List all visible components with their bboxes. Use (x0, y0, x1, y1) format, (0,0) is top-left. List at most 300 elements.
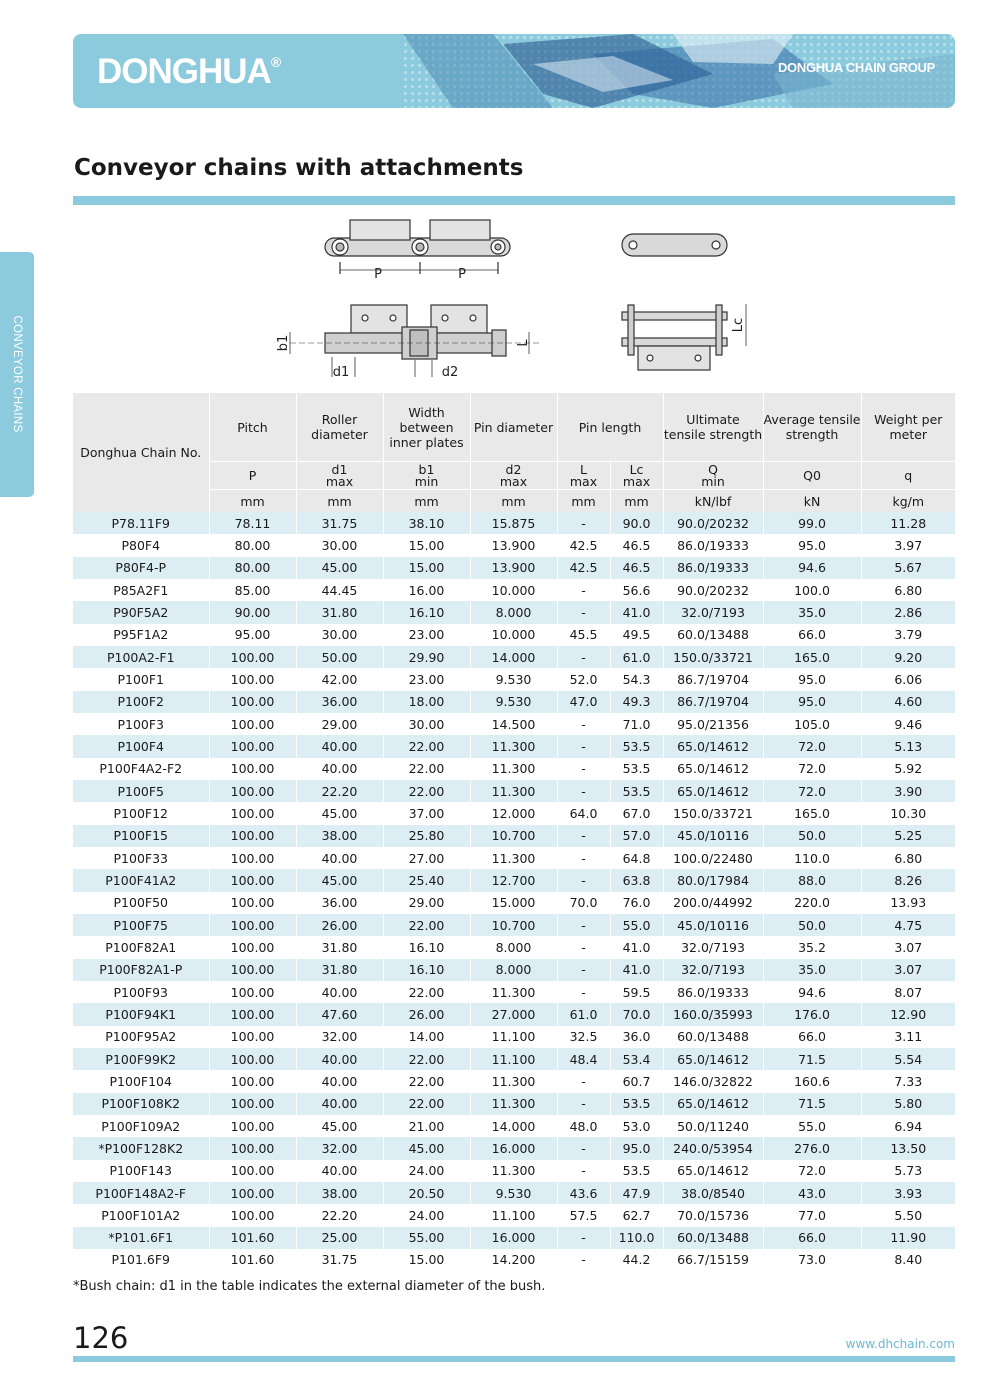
cell-b1: 16.10 (383, 936, 470, 958)
website-link[interactable]: www.dhchain.com (845, 1337, 955, 1351)
cell-b1: 22.00 (383, 1093, 470, 1115)
cell-L: 32.5 (557, 1026, 610, 1048)
cell-Lc: 63.8 (610, 869, 663, 891)
cell-L: - (557, 780, 610, 802)
unit-b1: mm (383, 490, 470, 513)
cell-d2: 11.100 (470, 1204, 557, 1226)
cell-d1: 30.00 (296, 624, 383, 646)
cell-b1: 29.90 (383, 646, 470, 668)
cell-Q: 90.0/20232 (663, 512, 763, 534)
d2-label: d2 (441, 365, 459, 380)
cell-Q0: 72.0 (763, 1160, 861, 1182)
cell-L: - (557, 579, 610, 601)
cell-d1: 40.00 (296, 981, 383, 1003)
cell-chain-no: P100F108K2 (73, 1093, 209, 1115)
cell-Q0: 94.6 (763, 981, 861, 1003)
cell-Lc: 61.0 (610, 646, 663, 668)
cell-d1: 47.60 (296, 1003, 383, 1025)
cell-d1: 44.45 (296, 579, 383, 601)
cell-d2: 10.000 (470, 579, 557, 601)
cell-Q: 60.0/13488 (663, 1227, 763, 1249)
cell-L: 48.0 (557, 1115, 610, 1137)
cell-pitch: 100.00 (209, 1003, 296, 1025)
cell-d1: 32.00 (296, 1137, 383, 1159)
table-row (73, 1070, 955, 1092)
cell-L: - (557, 1137, 610, 1159)
pitch-label-1: P (374, 267, 382, 282)
page-title: Conveyor chains with attachments (74, 155, 524, 181)
cell-Q0: 72.0 (763, 780, 861, 802)
cell-chain-no: P100F101A2 (73, 1204, 209, 1226)
cell-b1: 25.40 (383, 869, 470, 891)
symbol-Lc: Lc max (610, 462, 663, 490)
table-row (73, 802, 955, 824)
table-row (73, 713, 955, 735)
cell-Lc: 47.9 (610, 1182, 663, 1204)
cell-Q0: 165.0 (763, 802, 861, 824)
cell-d2: 11.300 (470, 981, 557, 1003)
cell-q: 5.50 (861, 1204, 955, 1226)
cell-d1: 42.00 (296, 668, 383, 690)
cell-d2: 8.000 (470, 936, 557, 958)
cell-Q: 65.0/14612 (663, 1093, 763, 1115)
cell-Q: 60.0/13488 (663, 624, 763, 646)
cell-d1: 40.00 (296, 1070, 383, 1092)
cell-d1: 22.20 (296, 780, 383, 802)
cell-b1: 22.00 (383, 758, 470, 780)
cell-Lc: 64.8 (610, 847, 663, 869)
cell-Lc: 62.7 (610, 1204, 663, 1226)
cell-d1: 29.00 (296, 713, 383, 735)
cell-d1: 50.00 (296, 646, 383, 668)
table-row (73, 624, 955, 646)
cell-Q: 146.0/32822 (663, 1070, 763, 1092)
cell-pitch: 100.00 (209, 1182, 296, 1204)
cell-L: 61.0 (557, 1003, 610, 1025)
cell-d2: 16.000 (470, 1137, 557, 1159)
cell-q: 4.75 (861, 914, 955, 936)
cell-d2: 11.300 (470, 1070, 557, 1092)
cell-b1: 14.00 (383, 1026, 470, 1048)
cell-b1: 18.00 (383, 691, 470, 713)
cell-Q0: 72.0 (763, 735, 861, 757)
cell-q: 8.07 (861, 981, 955, 1003)
cell-Q: 65.0/14612 (663, 780, 763, 802)
cell-L: - (557, 1070, 610, 1092)
cell-Q0: 72.0 (763, 758, 861, 780)
cell-Q: 160.0/35993 (663, 1003, 763, 1025)
cell-pitch: 90.00 (209, 601, 296, 623)
cell-Q: 86.0/19333 (663, 557, 763, 579)
cell-Q: 150.0/33721 (663, 646, 763, 668)
cell-Lc: 53.5 (610, 1093, 663, 1115)
cell-chain-no: P100F148A2-F (73, 1182, 209, 1204)
cell-Lc: 110.0 (610, 1227, 663, 1249)
cell-Q: 66.7/15159 (663, 1249, 763, 1271)
table-row (73, 847, 955, 869)
cell-q: 9.46 (861, 713, 955, 735)
cell-d1: 31.75 (296, 1249, 383, 1271)
cell-d1: 40.00 (296, 1160, 383, 1182)
section-side-tab (0, 252, 34, 497)
unit-d1: mm (296, 490, 383, 513)
cell-pitch: 100.00 (209, 1204, 296, 1226)
col-header-width: Width between inner plates (383, 393, 470, 462)
cell-Q0: 71.5 (763, 1048, 861, 1070)
cell-Lc: 60.7 (610, 1070, 663, 1092)
cell-chain-no: P100F99K2 (73, 1048, 209, 1070)
cell-Q0: 66.0 (763, 1227, 861, 1249)
table-row (73, 534, 955, 556)
cell-b1: 30.00 (383, 713, 470, 735)
cell-b1: 23.00 (383, 668, 470, 690)
cell-b1: 15.00 (383, 557, 470, 579)
cell-Q0: 66.0 (763, 1026, 861, 1048)
symbol-L: L max (557, 462, 610, 490)
table-row (73, 579, 955, 601)
col-header-pitch: Pitch (209, 393, 296, 462)
cell-q: 11.90 (861, 1227, 955, 1249)
chain-diagram (260, 212, 760, 387)
cell-Lc: 76.0 (610, 892, 663, 914)
cell-pitch: 100.00 (209, 1026, 296, 1048)
cell-d2: 8.000 (470, 959, 557, 981)
cell-q: 3.79 (861, 624, 955, 646)
cell-d1: 31.80 (296, 601, 383, 623)
cell-q: 6.94 (861, 1115, 955, 1137)
cell-q: 3.90 (861, 780, 955, 802)
cell-Q0: 165.0 (763, 646, 861, 668)
cell-Q0: 50.0 (763, 825, 861, 847)
cell-pitch: 80.00 (209, 534, 296, 556)
cell-Q0: 66.0 (763, 624, 861, 646)
cell-Lc: 46.5 (610, 534, 663, 556)
cell-pitch: 100.00 (209, 1160, 296, 1182)
group-name: DONGHUA CHAIN GROUP (777, 60, 935, 75)
table-row (73, 825, 955, 847)
table-row (73, 1182, 955, 1204)
cell-b1: 22.00 (383, 735, 470, 757)
cell-d1: 36.00 (296, 892, 383, 914)
cell-Q: 95.0/21356 (663, 713, 763, 735)
cell-q: 5.73 (861, 1160, 955, 1182)
cell-d1: 25.00 (296, 1227, 383, 1249)
table-row (73, 1160, 955, 1182)
cell-d2: 9.530 (470, 668, 557, 690)
cell-q: 10.30 (861, 802, 955, 824)
cell-Q: 32.0/7193 (663, 959, 763, 981)
cell-pitch: 101.60 (209, 1227, 296, 1249)
cell-q: 3.97 (861, 534, 955, 556)
cell-d2: 11.100 (470, 1026, 557, 1048)
cell-L: 42.5 (557, 557, 610, 579)
symbol-d1: d1 max (296, 462, 383, 490)
cell-Lc: 59.5 (610, 981, 663, 1003)
cell-pitch: 100.00 (209, 981, 296, 1003)
cell-q: 13.93 (861, 892, 955, 914)
cell-L: 45.5 (557, 624, 610, 646)
cell-L: - (557, 601, 610, 623)
cell-Q: 65.0/14612 (663, 758, 763, 780)
cell-d2: 27.000 (470, 1003, 557, 1025)
side-tab-label: CONVEYOR CHAINS (11, 315, 23, 433)
cell-b1: 29.00 (383, 892, 470, 914)
col-header-ats: Average tensile strength (763, 393, 861, 462)
unit-q: kg/m (861, 490, 955, 513)
cell-b1: 15.00 (383, 534, 470, 556)
cell-Q: 38.0/8540 (663, 1182, 763, 1204)
table-row (73, 557, 955, 579)
cell-chain-no: P100F4A2-F2 (73, 758, 209, 780)
cell-d2: 10.700 (470, 914, 557, 936)
cell-Q0: 35.0 (763, 601, 861, 623)
cell-pitch: 100.00 (209, 1048, 296, 1070)
cell-chain-no: P100F50 (73, 892, 209, 914)
cell-b1: 24.00 (383, 1204, 470, 1226)
L-label: L (516, 339, 531, 347)
cell-pitch: 100.00 (209, 892, 296, 914)
cell-Q0: 99.0 (763, 512, 861, 534)
cell-b1: 21.00 (383, 1115, 470, 1137)
cell-chain-no: P100F4 (73, 735, 209, 757)
cell-d2: 13.900 (470, 557, 557, 579)
cell-L: - (557, 869, 610, 891)
table-row (73, 1115, 955, 1137)
attachment-view (622, 304, 746, 370)
cell-d2: 12.000 (470, 802, 557, 824)
cell-pitch: 100.00 (209, 936, 296, 958)
cell-d1: 40.00 (296, 735, 383, 757)
cell-L: 48.4 (557, 1048, 610, 1070)
cell-Lc: 53.5 (610, 758, 663, 780)
cell-Q0: 95.0 (763, 534, 861, 556)
cell-b1: 37.00 (383, 802, 470, 824)
cell-q: 3.93 (861, 1182, 955, 1204)
cell-d1: 22.20 (296, 1204, 383, 1226)
cell-d1: 30.00 (296, 534, 383, 556)
cell-b1: 22.00 (383, 981, 470, 1003)
cell-Lc: 70.0 (610, 1003, 663, 1025)
cell-Q: 80.0/17984 (663, 869, 763, 891)
cell-L: 52.0 (557, 668, 610, 690)
cell-q: 13.50 (861, 1137, 955, 1159)
cell-pitch: 78.11 (209, 512, 296, 534)
cell-L: - (557, 646, 610, 668)
outer-link-view (622, 234, 727, 256)
table-row (73, 1204, 955, 1226)
cell-pitch: 100.00 (209, 847, 296, 869)
table-row (73, 758, 955, 780)
cell-q: 12.90 (861, 1003, 955, 1025)
cell-Q0: 276.0 (763, 1137, 861, 1159)
cell-pitch: 100.00 (209, 825, 296, 847)
cell-L: 57.5 (557, 1204, 610, 1226)
table-row (73, 1003, 955, 1025)
cell-d2: 13.900 (470, 534, 557, 556)
cell-q: 5.92 (861, 758, 955, 780)
cell-L: - (557, 825, 610, 847)
cell-Lc: 49.5 (610, 624, 663, 646)
cell-Q: 65.0/14612 (663, 1160, 763, 1182)
cell-d2: 9.530 (470, 691, 557, 713)
table-row (73, 646, 955, 668)
chain-side-view (325, 220, 510, 274)
cell-Q0: 95.0 (763, 691, 861, 713)
unit-L: mm (557, 490, 610, 513)
cell-d1: 26.00 (296, 914, 383, 936)
cell-Q: 90.0/20232 (663, 579, 763, 601)
cell-q: 3.11 (861, 1026, 955, 1048)
cell-d1: 45.00 (296, 802, 383, 824)
col-header-weight: Weight per meter (861, 393, 955, 462)
cell-Q: 150.0/33721 (663, 802, 763, 824)
cell-pitch: 100.00 (209, 713, 296, 735)
cell-Lc: 36.0 (610, 1026, 663, 1048)
cell-d2: 8.000 (470, 601, 557, 623)
cell-b1: 15.00 (383, 1249, 470, 1271)
cell-d1: 40.00 (296, 1048, 383, 1070)
cell-d2: 11.300 (470, 735, 557, 757)
cell-b1: 22.00 (383, 1048, 470, 1070)
cell-Q: 86.0/19333 (663, 534, 763, 556)
cell-b1: 55.00 (383, 1227, 470, 1249)
unit-Lc: mm (610, 490, 663, 513)
cell-chain-no: P100F104 (73, 1070, 209, 1092)
cell-L: - (557, 758, 610, 780)
cell-Q: 50.0/11240 (663, 1115, 763, 1137)
cell-q: 5.13 (861, 735, 955, 757)
cell-pitch: 100.00 (209, 780, 296, 802)
cell-pitch: 85.00 (209, 579, 296, 601)
symbol-pitch: P (209, 462, 296, 490)
col-header-uts: Ultimate tensile strength (663, 393, 763, 462)
table-row (73, 780, 955, 802)
cell-L: 70.0 (557, 892, 610, 914)
cell-chain-no: P90F5A2 (73, 601, 209, 623)
cell-q: 5.80 (861, 1093, 955, 1115)
table-row (73, 735, 955, 757)
cell-chain-no: P100F3 (73, 713, 209, 735)
cell-L: 47.0 (557, 691, 610, 713)
cell-b1: 25.80 (383, 825, 470, 847)
cell-pitch: 100.00 (209, 959, 296, 981)
cell-q: 3.07 (861, 936, 955, 958)
cell-L: - (557, 713, 610, 735)
cell-q: 6.06 (861, 668, 955, 690)
header-banner (73, 34, 955, 108)
chain-top-view (290, 305, 540, 377)
cell-chain-no: P80F4 (73, 534, 209, 556)
symbol-d2: d2 max (470, 462, 557, 490)
cell-d1: 45.00 (296, 869, 383, 891)
cell-Lc: 41.0 (610, 601, 663, 623)
cell-chain-no: P100F82A1 (73, 936, 209, 958)
cell-L: - (557, 914, 610, 936)
cell-pitch: 100.00 (209, 691, 296, 713)
cell-Lc: 53.0 (610, 1115, 663, 1137)
cell-Q0: 43.0 (763, 1182, 861, 1204)
cell-q: 5.67 (861, 557, 955, 579)
cell-Q: 70.0/15736 (663, 1204, 763, 1226)
cell-chain-no: P101.6F9 (73, 1249, 209, 1271)
cell-Q0: 88.0 (763, 869, 861, 891)
cell-L: 42.5 (557, 534, 610, 556)
cell-q: 5.54 (861, 1048, 955, 1070)
cell-L: - (557, 735, 610, 757)
cell-Q: 86.7/19704 (663, 691, 763, 713)
cell-q: 8.26 (861, 869, 955, 891)
cell-d2: 14.200 (470, 1249, 557, 1271)
cell-d2: 15.000 (470, 892, 557, 914)
cell-b1: 16.00 (383, 579, 470, 601)
cell-q: 11.28 (861, 512, 955, 534)
cell-d2: 14.000 (470, 1115, 557, 1137)
table-row (73, 1227, 955, 1249)
cell-pitch: 100.00 (209, 914, 296, 936)
cell-q: 6.80 (861, 579, 955, 601)
cell-L: - (557, 959, 610, 981)
cell-chain-no: P100F143 (73, 1160, 209, 1182)
cell-q: 2.86 (861, 601, 955, 623)
cell-Q: 32.0/7193 (663, 601, 763, 623)
cell-b1: 38.10 (383, 512, 470, 534)
table-row (73, 914, 955, 936)
cell-chain-no: P100F93 (73, 981, 209, 1003)
cell-chain-no: P100F82A1-P (73, 959, 209, 981)
cell-b1: 20.50 (383, 1182, 470, 1204)
cell-Lc: 56.6 (610, 579, 663, 601)
d1-label: d1 (332, 365, 350, 380)
cell-q: 8.40 (861, 1249, 955, 1271)
cell-chain-no: P100F5 (73, 780, 209, 802)
table-row (73, 668, 955, 690)
cell-chain-no: P100F109A2 (73, 1115, 209, 1137)
cell-chain-no: P100F94K1 (73, 1003, 209, 1025)
cell-L: - (557, 981, 610, 1003)
cell-d1: 31.80 (296, 936, 383, 958)
cell-d2: 11.300 (470, 780, 557, 802)
symbol-b1: b1 min (383, 462, 470, 490)
table-row (73, 1048, 955, 1070)
cell-chain-no: P100F15 (73, 825, 209, 847)
cell-q: 3.07 (861, 959, 955, 981)
cell-chain-no: *P101.6F1 (73, 1227, 209, 1249)
cell-pitch: 100.00 (209, 1137, 296, 1159)
cell-chain-no: P100A2-F1 (73, 646, 209, 668)
unit-d2: mm (470, 490, 557, 513)
cell-Lc: 95.0 (610, 1137, 663, 1159)
cell-Q0: 73.0 (763, 1249, 861, 1271)
cell-d1: 31.75 (296, 512, 383, 534)
cell-pitch: 80.00 (209, 557, 296, 579)
col-header-pin-length: Pin length (557, 393, 663, 462)
cell-d1: 45.00 (296, 1115, 383, 1137)
cell-L: - (557, 512, 610, 534)
cell-L: - (557, 1249, 610, 1271)
cell-d2: 15.875 (470, 512, 557, 534)
cell-b1: 22.00 (383, 914, 470, 936)
cell-pitch: 100.00 (209, 869, 296, 891)
spec-table (73, 393, 955, 1271)
cell-d2: 9.530 (470, 1182, 557, 1204)
cell-Q0: 55.0 (763, 1115, 861, 1137)
cell-chain-no: P95F1A2 (73, 624, 209, 646)
cell-Lc: 67.0 (610, 802, 663, 824)
cell-pitch: 100.00 (209, 758, 296, 780)
cell-chain-no: P85A2F1 (73, 579, 209, 601)
cell-L: 43.6 (557, 1182, 610, 1204)
cell-d2: 11.300 (470, 1160, 557, 1182)
